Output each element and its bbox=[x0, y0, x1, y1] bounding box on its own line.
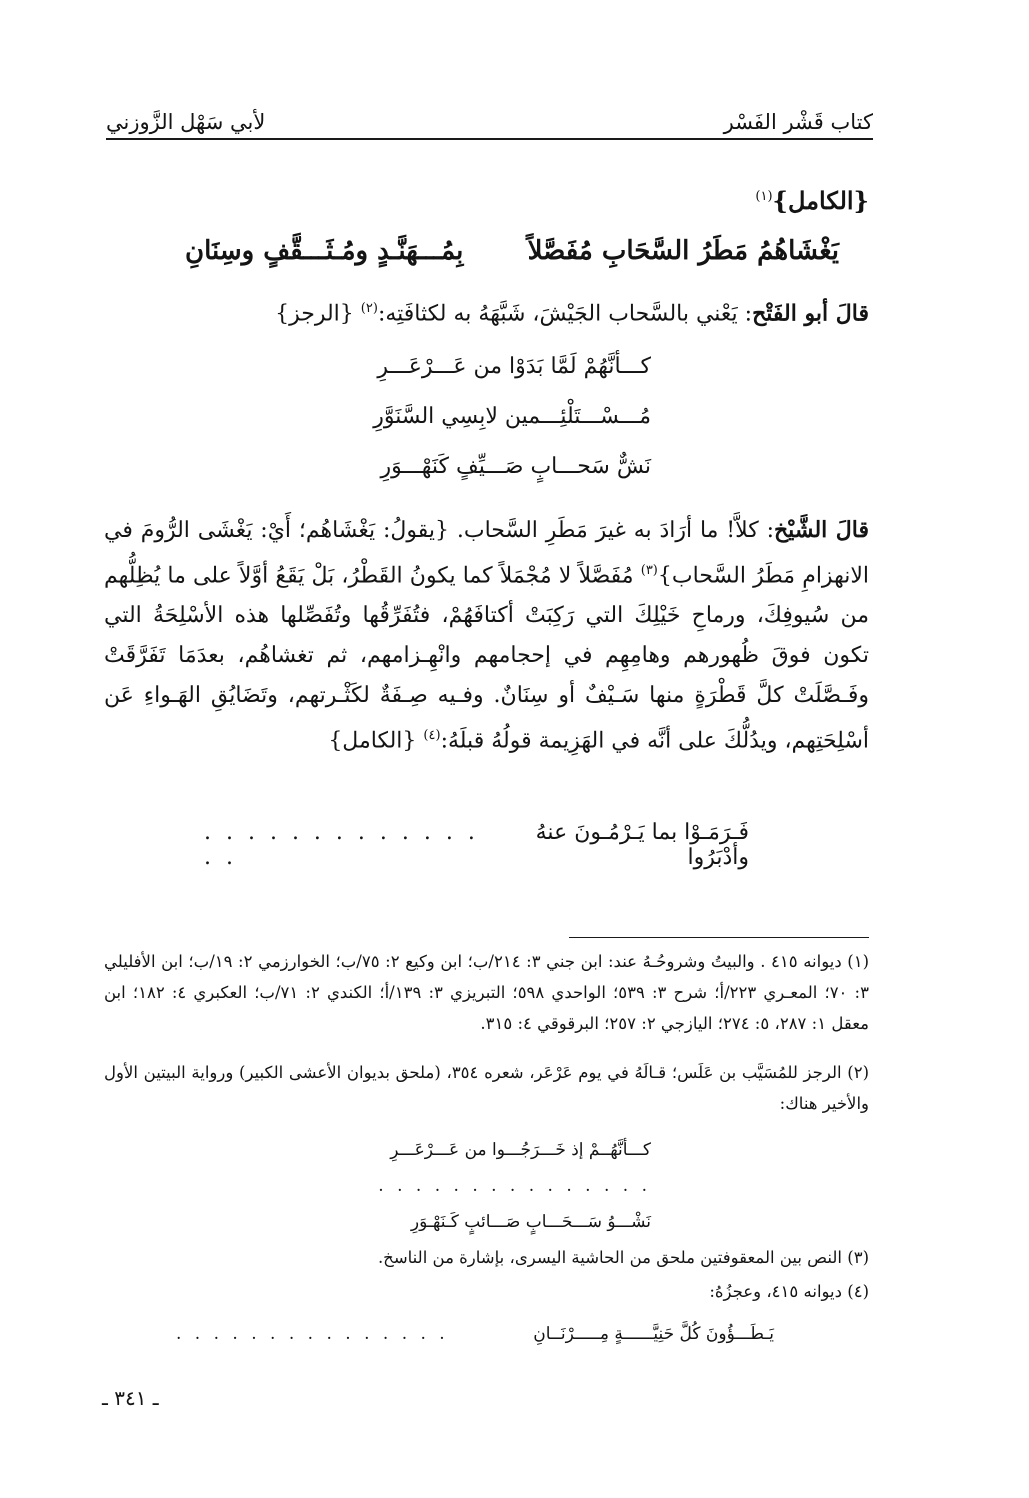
footnote-ref-3: (٣) bbox=[640, 563, 658, 578]
page-number: ـ ٣٤١ ـ bbox=[102, 1386, 159, 1410]
footnote-ref-4: (٤) bbox=[423, 728, 441, 744]
footnote-verse-line: كـــأنَّهُــمْ إذ خَـــرَجُـــوا من عَـــرْعَـــرِ bbox=[390, 1140, 651, 1160]
author-name: لأبي سَهْل الزَّوزني bbox=[106, 110, 266, 134]
quoted-hemistich: فَـرَمَـوْا بما يَـرْمُـونَ عنهُ وأدْبَرُوا bbox=[535, 820, 749, 870]
footnote-ref-1: (١) bbox=[755, 189, 773, 204]
footnote-verse-dots: . . . . . . . . . . . . . . . bbox=[378, 1176, 651, 1196]
footnote-4-dots: . . . . . . . . . . . . . . . bbox=[176, 1324, 449, 1344]
footnote-2: (٢) الرجز للمُسَيَّب بن عَلَس؛ قـالَهُ في يوم عَرْعَر، شعره ٣٥٤، (ملحق بديوان الأعشى الكبير) ورواية البيتين الأول والأخير هناك: bbox=[104, 1063, 869, 1113]
speaker-abu-alfath: قالَ أبو الفَتْح bbox=[752, 300, 869, 327]
rajaz-line: مُـــسْـــتَلْئِـــمين لابِسِي السَّنَوَّرِ bbox=[373, 404, 651, 429]
running-header bbox=[106, 100, 873, 134]
verse-first-hemistich: يَغْشَاهُمُ مَطَرُ السَّحَابِ مُفَصَّلاً bbox=[527, 236, 839, 266]
ellipsis-dots: . . . . . . . . . . . . . . . bbox=[204, 820, 479, 870]
sheikh-text-1: : كلاَّ! ما أرَادَ به غيرَ مَطَرِ السَّحاب. {يقولُ: يَغْشَاهُم؛ أَيْ: يَغْشَى الرُّومَ في الانهزامِ مَطَرُ السَّحاب} bbox=[104, 518, 869, 589]
footnote-ref-2: (٢) bbox=[360, 301, 378, 316]
footnote-4-verse bbox=[176, 1324, 774, 1344]
sheikh-text-2: مُفَصَّلاً لا مُجْمَلاً كما يكونُ القَطْرُ، بَلْ يَقَعُ أوَّلاً على ما يُظِلُّهم من سُيوفِكَ، ورماحِ خَيْلِكَ التي رَكِبَتْ أكتافَهُمْ، فتُفَرِّقُها وتُفَصِّلها هذه الأسْلِحَةُ التي تكون فوقَ ظُهورهم وهامِهِم في إحجامهم وانْهِـزامهم، ثم تغشاهُم، بعدَمَا تَفَرَّقَتْ وفَـصَّلَتْ كلَّ قَطْرَةٍ منها سَـيْفٌ أو سِنَانٌ. وفـيه صِـفَةٌ لكَثْـرتهم، وتَضَايُقِ الهَـواءِ عَن أسْلِحَتِهم، ويدُلُّكَ على أنَّه في الهَزِيمة قولُهُ قبلَهُ: bbox=[104, 563, 869, 754]
verse-second-hemistich: بِمُـــهَنَّـدٍ ومُـثَـــقَّفٍ وسِنَانِ bbox=[185, 236, 464, 266]
sheikh-meter: {الكامل} bbox=[328, 728, 417, 754]
rajaz-poem bbox=[373, 342, 651, 492]
header-rule bbox=[106, 138, 873, 140]
footnote-3: (٣) النص بين المعقوفتين ملحق من الحاشية اليسرى، بإشارة من الناسخ. bbox=[377, 1248, 869, 1267]
sheikh-commentary bbox=[104, 510, 869, 762]
speaker-sheikh: قالَ الشَّيْخ bbox=[773, 517, 869, 543]
abu-alfath-paragraph bbox=[104, 290, 869, 332]
footnote-4: (٤) ديوانه ٤١٥، وعجزُهُ: bbox=[709, 1282, 869, 1301]
abu-alfath-meter: {الرجز} bbox=[275, 301, 354, 327]
meter-name: {الكامل} bbox=[772, 186, 869, 215]
footnote-2-verses bbox=[378, 1132, 651, 1240]
rajaz-line: كـــأنَّهُمْ لَمَّا بَدَوْا من عَـــرْعَـــرِ bbox=[377, 354, 651, 379]
meter-label bbox=[755, 186, 869, 215]
footnote-1: (١) ديوانه ٤١٥ . والبيتُ وشروحُـهُ عند: ابن جني ٣: ٢١٤/ب؛ ابن وكيع ٢: ٧٥/ب؛ الخوارزمي ٢: ١٩/ب؛ ابن الأفليلي ٣: ٧٠؛ المعـري ٢٢٣/أ؛ شرح ٣: ٥٣٩؛ الواحدي ٥٩٨؛ التبريزي ٣: ١٣٩/أ؛ الكندي ٢: ٧١/ب؛ العكبري ٤: ١٨٢؛ ابن معقل ١: ٢٨٧، ٥: ٢٧٤؛ اليازجي ٢: ٢٥٧؛ البرقوقي ٤: ٣١٥. bbox=[104, 952, 869, 1033]
rajaz-line: نَشٌّ سَحـــابٍ صَـــيِّفٍ كَنَهْـــوَرِ bbox=[380, 454, 651, 479]
footnote-rule bbox=[569, 937, 869, 938]
footnote-4-hemistich: يَـطَـــؤُونَ كُلَّ حَنِيَّــــــةٍ مِـــــرْنَــانِ bbox=[533, 1324, 774, 1344]
book-title: كتاب قَشْر الفَسْر bbox=[723, 110, 873, 134]
footnote-verse-line: نَشْـــوُ سَـــحَـــابٍ صَـــائبٍ كَـنَهْـوَرِ bbox=[410, 1212, 651, 1232]
main-verse bbox=[185, 236, 839, 266]
quoted-verse bbox=[204, 820, 749, 870]
abu-alfath-text: : يَعْني بالسَّحاب الجَيْشَ، شَبَّهَهُ به لكثافَتِه: bbox=[377, 301, 753, 327]
